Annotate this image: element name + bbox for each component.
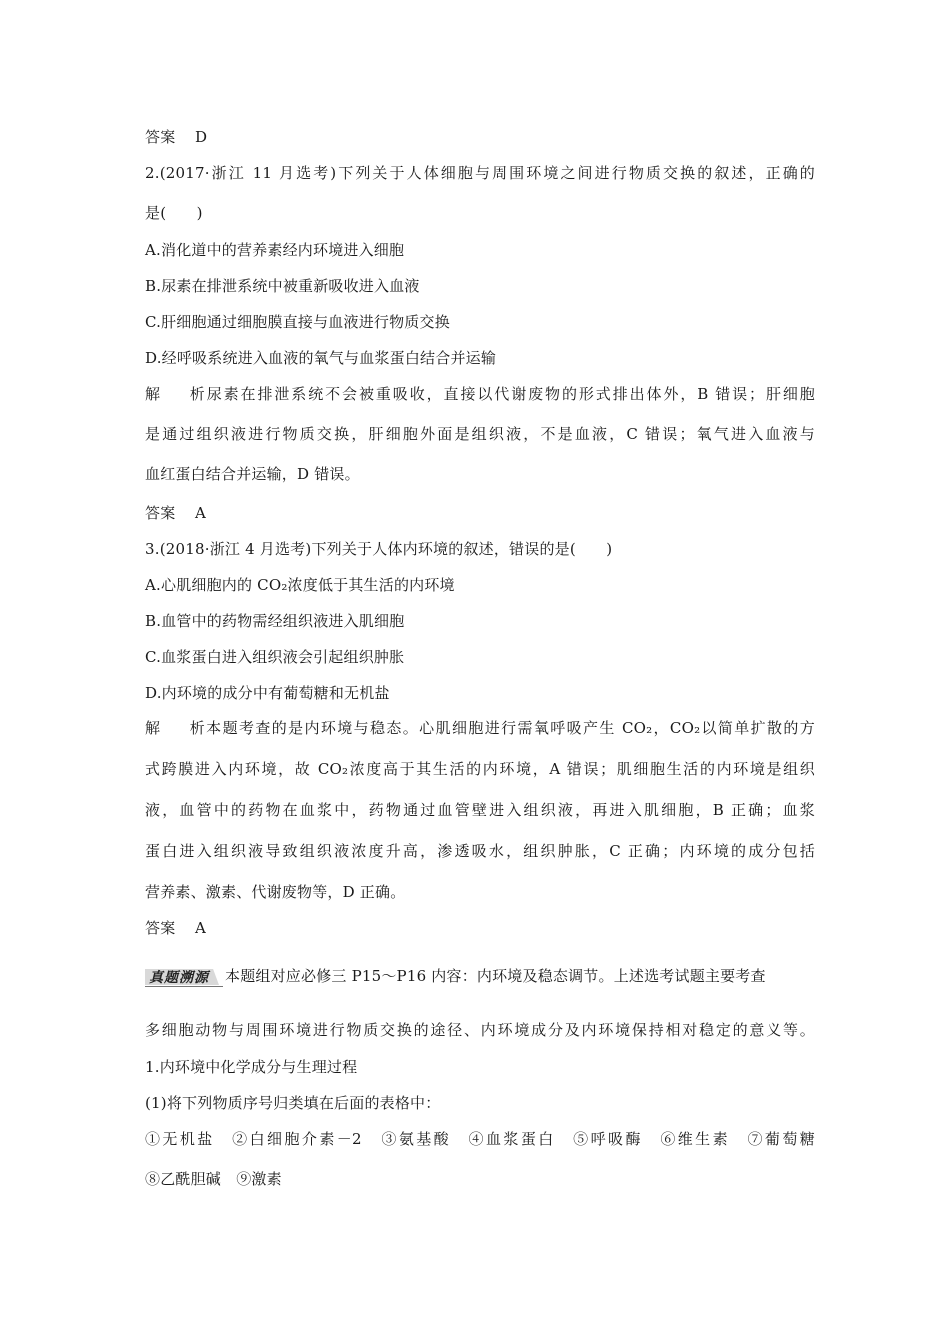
question-stem-continued: 是( ) bbox=[145, 204, 203, 222]
question-stem: 2.(2017·浙江 11 月选考)下列关于人体细胞与周围环境之间进行物质交换的叙述，正确的 bbox=[145, 164, 815, 182]
answer-label: 答案 bbox=[145, 919, 176, 937]
substance-list: ⑧乙酰胆碱 ⑨激素 bbox=[145, 1170, 282, 1188]
analysis-line: 式跨膜进入内环境，故 CO₂浓度高于其生活的内环境，A 错误；肌细胞生活的内环境是组织 bbox=[145, 760, 815, 778]
source-note-line: 多细胞动物与周围环境进行物质交换的途径、内环境成分及内环境保持相对稳定的意义等。 bbox=[145, 1021, 815, 1039]
analysis-line bbox=[145, 384, 815, 404]
source-note-line bbox=[145, 966, 815, 987]
analysis-label: 解析 bbox=[145, 385, 205, 403]
source-badge bbox=[145, 967, 223, 987]
option-d: D.内环境的成分中有葡萄糖和无机盐 bbox=[145, 684, 390, 702]
analysis-line: 血红蛋白结合并运输，D 错误。 bbox=[145, 465, 360, 483]
option-b: B.血管中的药物需经组织液进入肌细胞 bbox=[145, 612, 405, 630]
answer-value: A bbox=[195, 504, 207, 522]
option-a: A.心肌细胞内的 CO₂浓度低于其生活的内环境 bbox=[145, 576, 455, 594]
substance-list: ①无机盐 ②白细胞介素－2 ③氨基酸 ④血浆蛋白 ⑤呼吸酶 ⑥维生素 ⑦葡萄糖 bbox=[145, 1130, 815, 1148]
question-stem: 3.(2018·浙江 4 月选考)下列关于人体内环境的叙述，错误的是( ) bbox=[145, 540, 613, 558]
source-note-text: 本题组对应必修三 P15～P16 内容：内环境及稳态调节。上述选考试题主要考查 bbox=[225, 967, 766, 985]
option-d: D.经呼吸系统进入血液的氧气与血浆蛋白结合并运输 bbox=[145, 349, 497, 367]
answer-line bbox=[145, 127, 815, 147]
option-b: B.尿素在排泄系统中被重新吸收进入血液 bbox=[145, 277, 420, 295]
analysis-text: 本题考查的是内环境与稳态。心肌细胞进行需氧呼吸产生 CO₂，CO₂以简单扩散的方 bbox=[205, 719, 815, 737]
section-heading: 1.内环境中化学成分与生理过程 bbox=[145, 1058, 358, 1076]
answer-value: A bbox=[195, 919, 207, 937]
analysis-text: 尿素在排泄系统不会被重吸收，直接以代谢废物的形式排出体外，B 错误；肝细胞 bbox=[205, 385, 815, 403]
option-c: C.血浆蛋白进入组织液会引起组织肿胀 bbox=[145, 648, 405, 666]
answer-value: D bbox=[195, 128, 208, 146]
answer-label: 答案 bbox=[145, 128, 176, 146]
analysis-label: 解析 bbox=[145, 719, 205, 737]
analysis-line: 营养素、激素、代谢废物等，D 正确。 bbox=[145, 883, 406, 901]
section-subheading: (1)将下列物质序号归类填在后面的表格中： bbox=[145, 1094, 441, 1112]
analysis-line bbox=[145, 718, 815, 738]
option-c: C.肝细胞通过细胞膜直接与血液进行物质交换 bbox=[145, 313, 450, 331]
answer-line bbox=[145, 503, 815, 523]
option-a: A.消化道中的营养素经内环境进入细胞 bbox=[145, 241, 405, 259]
analysis-line: 是通过组织液进行物质交换，肝细胞外面是组织液，不是血液，C 错误；氧气进入血液与 bbox=[145, 425, 815, 443]
source-badge-label: 真题溯源 bbox=[149, 970, 209, 986]
analysis-line: 液，血管中的药物在血浆中，药物通过血管壁进入组织液，再进入肌细胞，B 正确；血浆 bbox=[145, 801, 815, 819]
analysis-line: 蛋白进入组织液导致组织液浓度升高，渗透吸水，组织肿胀，C 正确；内环境的成分包括 bbox=[145, 842, 815, 860]
answer-line bbox=[145, 918, 815, 938]
answer-label: 答案 bbox=[145, 504, 176, 522]
